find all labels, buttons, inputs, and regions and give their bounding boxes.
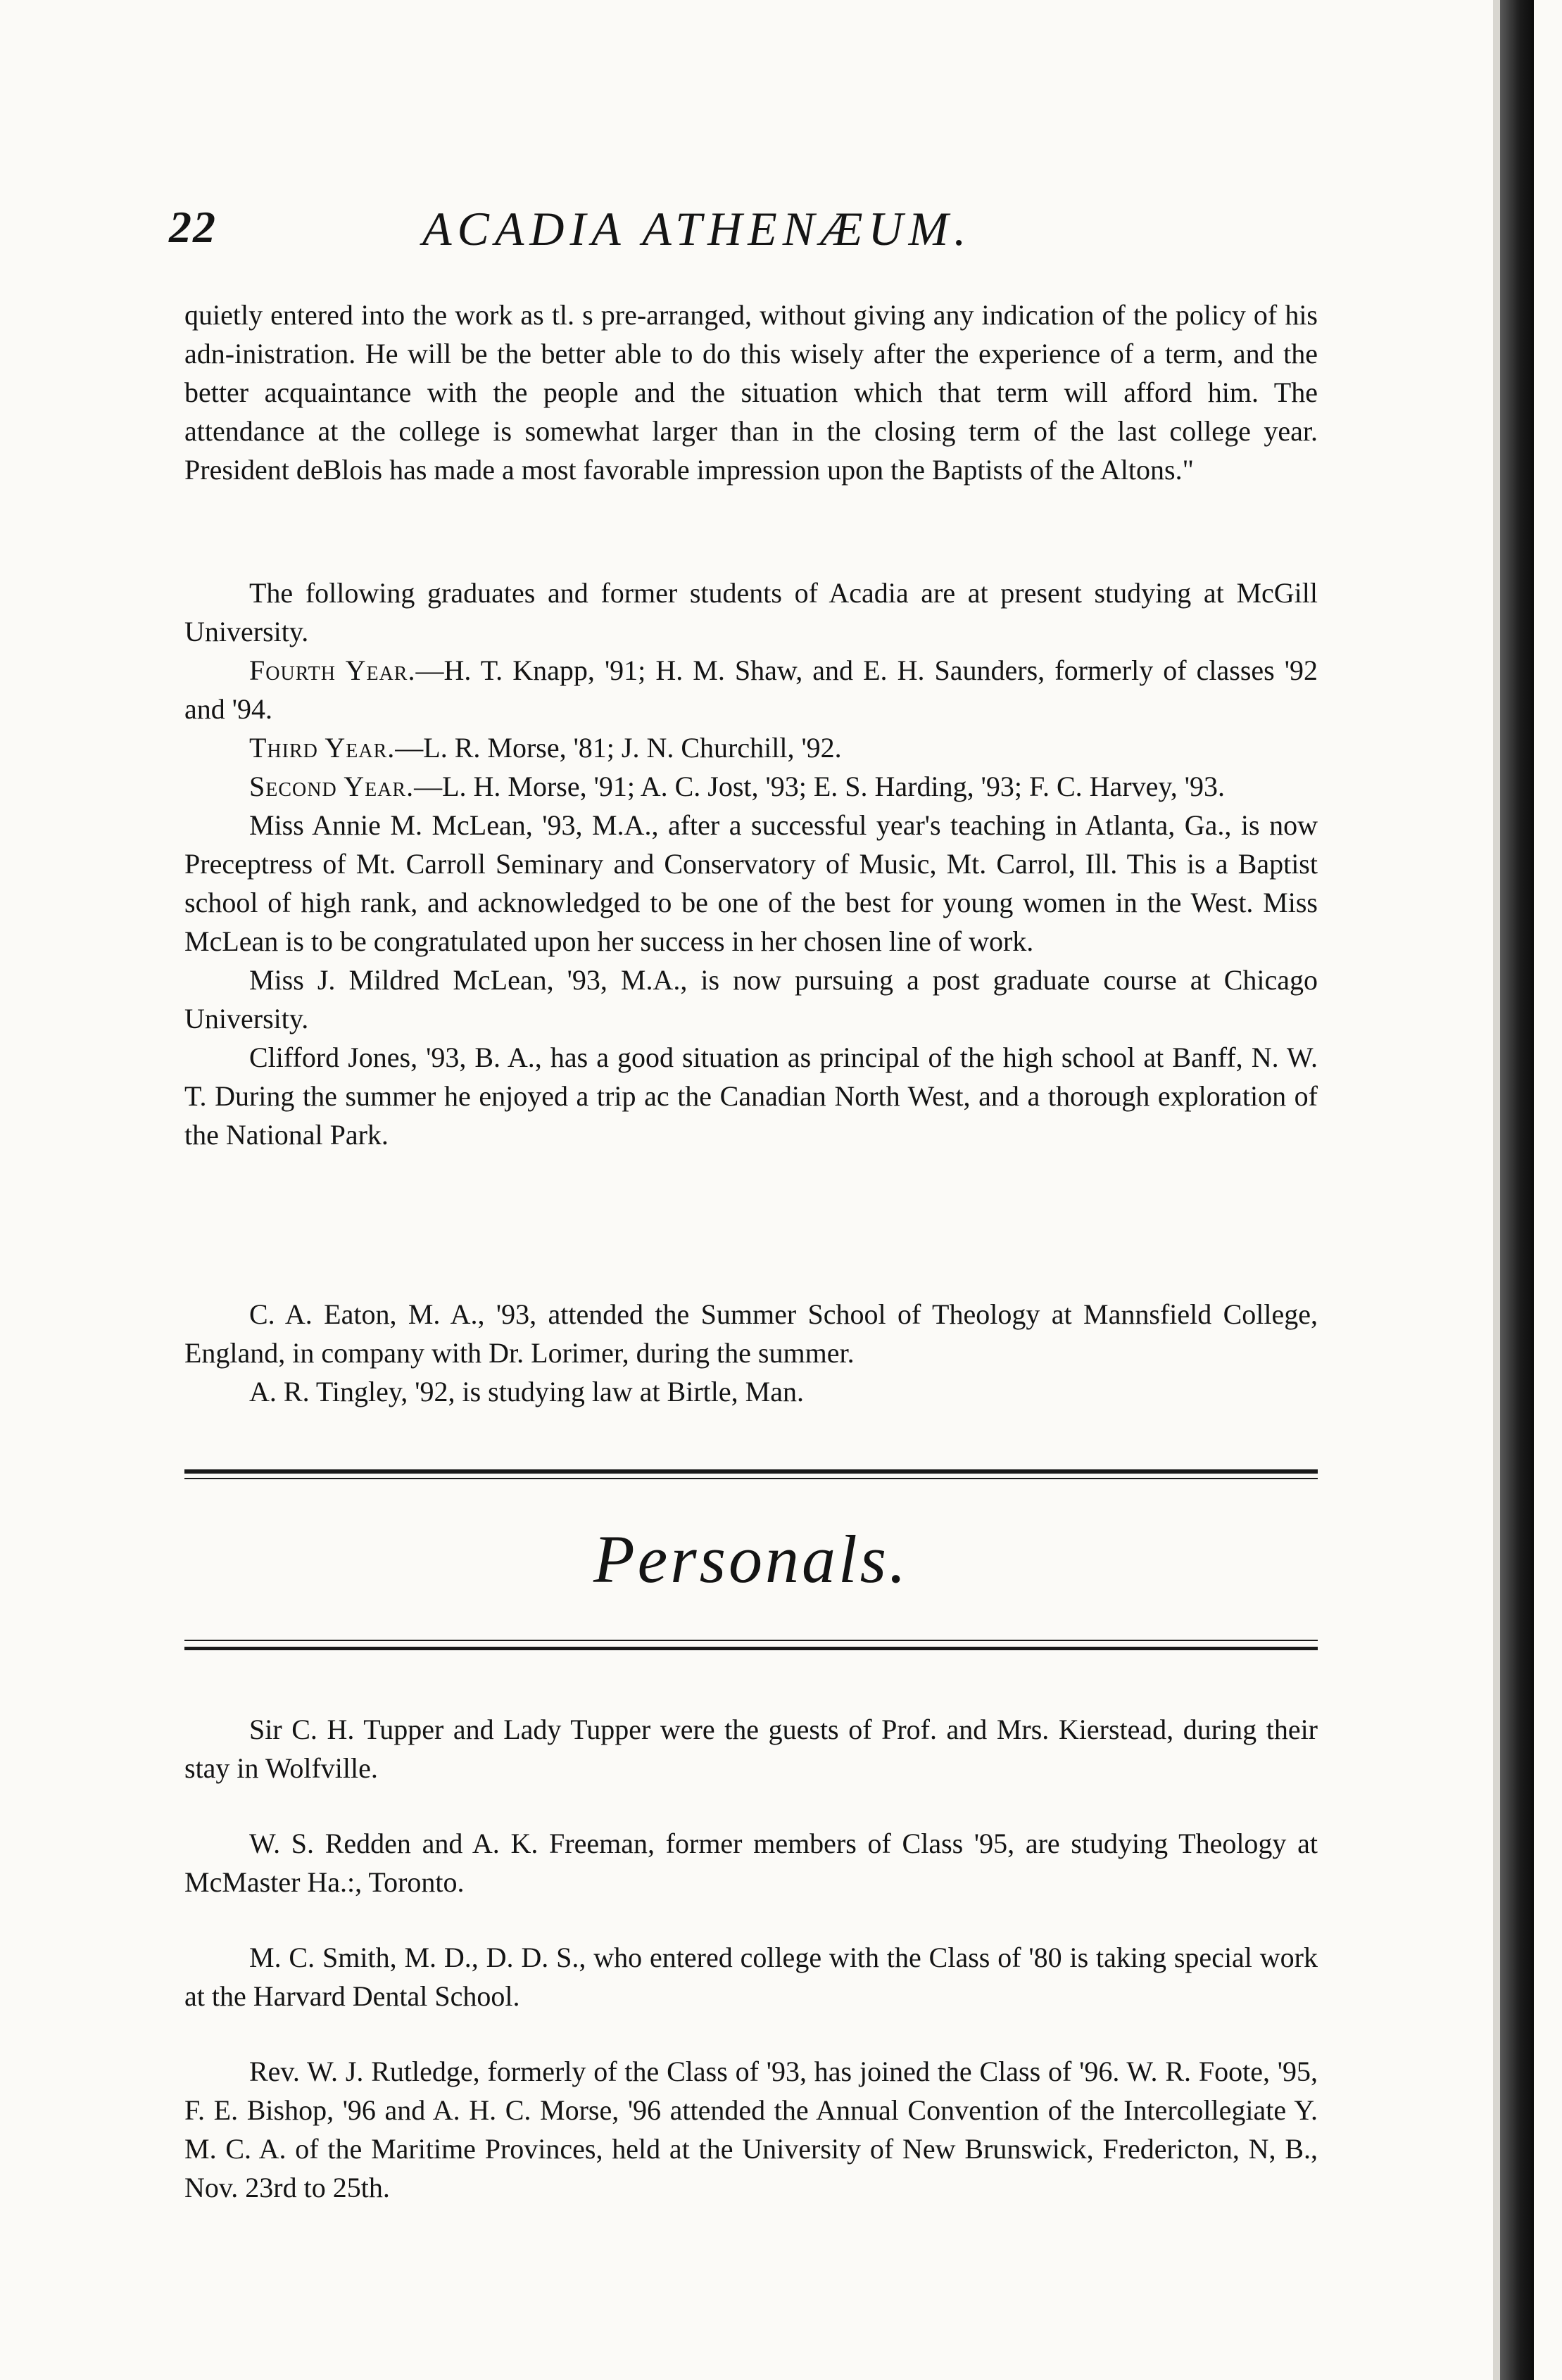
page-number: 22	[169, 202, 217, 252]
graduates-intro: The following graduates and former students of Acadia are at present studying at McGill University.	[184, 577, 1318, 647]
page-header	[169, 201, 1337, 272]
personal-item: Rev. W. J. Rutledge, formerly of the Class of '93, has joined the Class of '96. W. R. Foote, '95, F. E. Bishop, '96 and A. H. C. Morse, '96 attended the Annual Convention of the Intercollegiate Y. M. C. A. of the Maritime Provinces, held at the University of New Brunswick, Fredericton, N, B., Nov. 23rd to 25th.	[184, 2056, 1318, 2203]
fourth-year-text: —H. T. Knapp, '91; H. M. Shaw, and E. H. Saunders, formerly of classes '92 and '94.	[184, 654, 1318, 725]
annie-mclean-paragraph: Miss Annie M. McLean, '93, M.A., after a successful year's teaching in Atlanta, Ga., is now Preceptress of Mt. Carroll Seminary and Conservatory of Music, Mt. Carrol, Ill. This is a Baptist school of high rank, and acknowledged to be one of the best for young women in the West. Miss McLean is to be congratulated upon her success in her chosen line of work.	[184, 809, 1318, 957]
page-edge-gap	[1493, 0, 1500, 2380]
second-year-label: Second Year.	[249, 771, 415, 802]
eaton-section	[184, 1295, 1318, 1411]
graduates-section	[184, 574, 1318, 1154]
personal-item: Sir C. H. Tupper and Lady Tupper were the guests of Prof. and Mrs. Kierstead, during their stay in Wolfville.	[184, 1714, 1318, 1784]
personal-item: M. C. Smith, M. D., D. D. S., who entered college with the Class of '80 is taking special work at the Harvard Dental School.	[184, 1942, 1318, 2012]
continued-article	[184, 296, 1318, 489]
section-rule-bottom-thick	[184, 1647, 1318, 1650]
personals-section	[184, 1710, 1318, 2243]
third-year-label: Third Year.	[249, 732, 396, 764]
continued-paragraph: quietly entered into the work as tl. s pre-arranged, without giving any indication of the policy of his adn-inistration. He will be the better able to do this wisely after the experience of a term, and the better acquaintance with the people and the situation which that term will afford him. The attendance at the college is somewhat larger than in the closing term of the last college year. President deBlois has made a most favorable impression upon the Baptists of the Altons."	[184, 299, 1318, 486]
second-year-text: —L. H. Morse, '91; A. C. Jost, '93; E. S. Harding, '93; F. C. Harvey, '93.	[414, 771, 1225, 802]
second-year-entry	[184, 767, 1318, 806]
journal-title: ACADIA ATHENÆUM.	[422, 202, 972, 255]
section-rule-top-thick	[184, 1469, 1318, 1474]
third-year-entry	[184, 728, 1318, 767]
section-rule-bottom-thin	[184, 1640, 1318, 1641]
section-heading-personals: Personals.	[593, 1521, 909, 1597]
clifford-jones-paragraph: Clifford Jones, '93, B. A., has a good situation as principal of the high school at Banff, N. W. T. During the summer he enjoyed a trip ac the Canadian North West, and a thorough exploration of the National Park.	[184, 1042, 1318, 1151]
scanned-binding-edge	[1500, 0, 1534, 2380]
fourth-year-label: Fourth Year.	[249, 654, 416, 686]
personal-item: W. S. Redden and A. K. Freeman, former members of Class '95, are studying Theology at McMaster Ha.:, Toronto.	[184, 1828, 1318, 1898]
third-year-text: —L. R. Morse, '81; J. N. Churchill, '92.	[395, 732, 842, 764]
tingley-paragraph: A. R. Tingley, '92, is studying law at Birtle, Man.	[249, 1376, 804, 1407]
eaton-paragraph: C. A. Eaton, M. A., '93, attended the Summer School of Theology at Mannsfield College, England, in company with Dr. Lorimer, during the summer.	[184, 1298, 1318, 1369]
fourth-year-entry	[184, 651, 1318, 728]
section-rule-top-thin	[184, 1478, 1318, 1479]
mildred-mclean-paragraph: Miss J. Mildred McLean, '93, M.A., is now pursuing a post graduate course at Chicago University.	[184, 964, 1318, 1034]
